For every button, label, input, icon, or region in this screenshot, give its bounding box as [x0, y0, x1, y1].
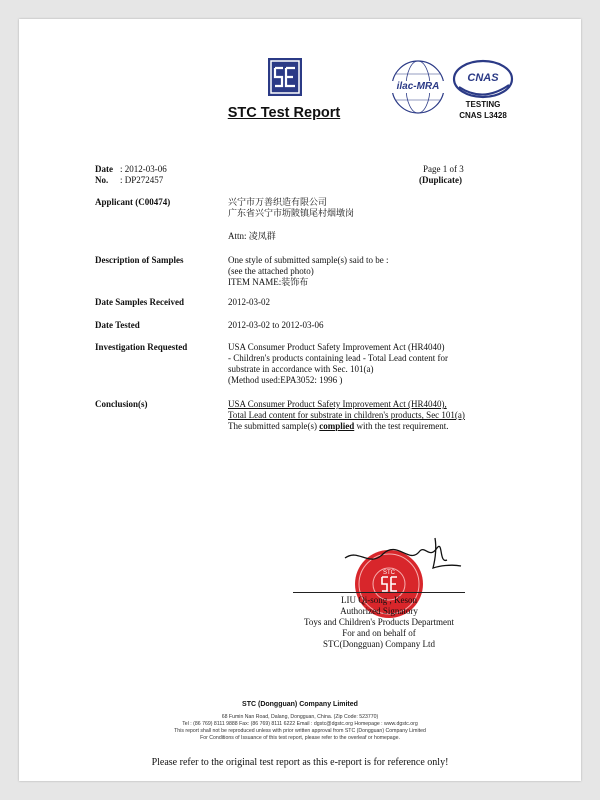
signatory-department: Toys and Children's Products Department — [304, 617, 454, 627]
signatory-behalf: For and on behalf of — [342, 628, 416, 638]
footer-notice: For Conditions of Issuance of this test report, please refer to the overleaf or homepage. — [200, 735, 400, 741]
accreditation-line-1: TESTING — [465, 100, 501, 109]
samples-line: (see the attached photo) — [228, 266, 314, 276]
tested-value: 2012-03-02 to 2012-03-06 — [228, 320, 324, 330]
accreditation-label — [443, 99, 523, 121]
seal-text: STC — [383, 570, 395, 576]
copy-type: (Duplicate) — [419, 175, 462, 185]
footer-notice: This report shall not be reproduced unless with prior written approval from STC (Dongguan) Company Limited — [174, 728, 426, 734]
samples-label: Description of Samples — [95, 255, 184, 265]
footer-contact: Tel : (86 769) 8111 9888 Fax: (86 769) 8111 6222 Email : dgstc@dgstc.org Homepage : www.dgstc.org — [182, 721, 418, 727]
conclusion-line-2: Total Lead content for substrate in children's products, Sec 101(a) — [228, 410, 465, 420]
page-indicator: Page 1 of 3 — [423, 164, 464, 174]
applicant-label: Applicant (C00474) — [95, 197, 171, 207]
conclusion-line-1: USA Consumer Product Safety Improvement Act (HR4040), — [228, 399, 447, 409]
received-value: 2012-03-02 — [228, 297, 270, 307]
conclusion-line-3 — [228, 421, 448, 432]
received-label: Date Samples Received — [95, 297, 184, 307]
conclusion-text: with the test requirement. — [354, 421, 449, 431]
applicant-attn: Attn: 凌凤群 — [228, 231, 276, 241]
applicant-name: 兴宁市万善织造有限公司 — [228, 197, 328, 207]
signature-line — [293, 592, 465, 593]
stc-logo — [268, 58, 302, 96]
reference-note: Please refer to the original test report as this e-report is for reference only! — [151, 757, 449, 768]
footer-company: STC (Dongguan) Company Limited — [242, 701, 358, 708]
stc-logo-icon — [268, 58, 302, 96]
tested-label: Date Tested — [95, 320, 140, 330]
investigation-line: - Children's products containing lead - Total Lead content for — [228, 353, 449, 363]
samples-line: One style of submitted sample(s) said to be : — [228, 255, 389, 265]
report-page — [19, 19, 581, 781]
accreditation-line-2: CNAS L3428 — [459, 111, 507, 120]
signature-text — [339, 534, 342, 535]
conclusion-result: complied — [319, 421, 355, 431]
investigation-label: Investigation Requested — [95, 342, 188, 352]
conclusion-label: Conclusion(s) — [95, 399, 148, 409]
signatory-title: Authorized Signatory — [340, 606, 418, 616]
date-label: Date — [95, 164, 113, 174]
investigation-line: substrate in accordance with Sec. 101(a) — [228, 364, 374, 374]
conclusion-text: The submitted sample(s) — [228, 421, 320, 431]
cnas-text: CNAS — [467, 72, 499, 84]
report-no-value: : DP272457 — [120, 175, 164, 185]
report-title: STC Test Report — [227, 105, 341, 121]
investigation-line: USA Consumer Product Safety Improvement Act (HR4040) — [228, 342, 445, 352]
date-value: : 2012-03-06 — [120, 164, 167, 174]
applicant-address: 广东省兴宁市坜陂镇尾村烟墩岗 — [228, 208, 355, 218]
samples-line: ITEM NAME:装饰布 — [228, 277, 309, 287]
signatory-name: LIU Qi-song , Keson — [341, 595, 417, 605]
investigation-line: (Method used:EPA3052: 1996 ) — [228, 375, 343, 385]
report-no-label: No. — [95, 175, 109, 185]
footer-address: 68 Fumin Nan Road, Dalang, Dongguan, China. (Zip Code: 523770) — [221, 714, 379, 720]
ilac-text: ilac-MRA — [396, 81, 440, 92]
signatory-company: STC(Dongguan) Company Ltd — [323, 639, 435, 649]
